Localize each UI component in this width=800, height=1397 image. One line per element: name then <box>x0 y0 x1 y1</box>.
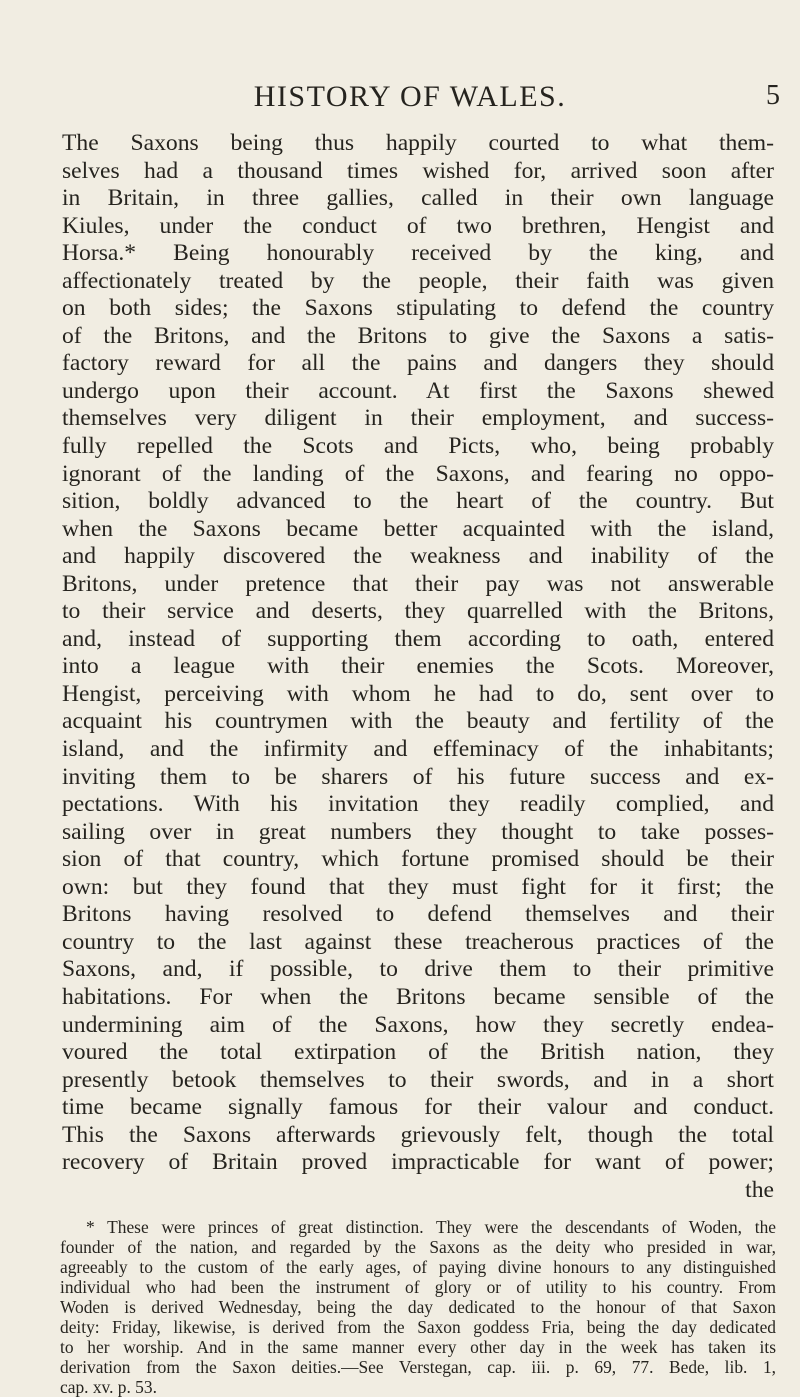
text-line: Britons, under pretence that their pay was not answerable <box>62 570 774 597</box>
text-line: inviting them to be sharers of his future success and ex- <box>62 763 774 790</box>
text-line: Saxons, and, if possible, to drive them to their primitive <box>62 956 774 983</box>
text-line: acquaint his countrymen with the beauty and fertility of the <box>62 708 774 735</box>
text-line: on both sides; the Saxons stipulating to defend the country <box>62 295 774 322</box>
text-line: This the Saxons afterwards grievously felt, though the total <box>62 1121 774 1148</box>
footnote-line: individual who had been the instrument of glory or of utility to his country. From <box>60 1277 776 1297</box>
page-header <box>60 80 780 114</box>
text-line: Kiules, under the conduct of two brethren, Hengist and <box>62 212 774 239</box>
text-line: factory reward for all the pains and dangers they should <box>62 350 774 377</box>
text-line: The Saxons being thus happily courted to what them- <box>62 130 774 156</box>
text-line: time became signally famous for their valour and conduct. <box>62 1094 774 1121</box>
text-line: into a league with their enemies the Scots. Moreover, <box>62 653 774 680</box>
running-title: HISTORY OF WALES. <box>253 80 567 113</box>
text-line: Britons having resolved to defend themselves and their <box>62 901 774 928</box>
footnote-line: agreeably to the custom of the early ages, of paying divine honours to any distinguished <box>60 1257 776 1277</box>
text-line: own: but they found that they must fight for it first; the <box>62 873 774 900</box>
catchword: the <box>745 1176 774 1203</box>
text-line: to their service and deserts, they quarrelled with the Britons, <box>62 598 774 625</box>
footnote-line: to her worship. And in the same manner every other day in the week has taken its <box>60 1337 776 1357</box>
footnote-line: deity: Friday, likewise, is derived from the Saxon goddess Fria, being the day dedicated <box>60 1317 776 1337</box>
text-line: sailing over in great numbers they thought to take posses- <box>62 818 774 845</box>
text-line: Hengist, perceiving with whom he had to do, sent over to <box>62 680 774 707</box>
text-line: sition, boldly advanced to the heart of the country. But <box>62 488 774 515</box>
text-line: country to the last against these treacherous practices of the <box>62 928 774 955</box>
text-line: ignorant of the landing of the Saxons, and fearing no oppo- <box>62 460 774 487</box>
text-line: undermining aim of the Saxons, how they secretly endea- <box>62 1011 774 1038</box>
text-line: themselves very diligent in their employment, and success- <box>62 405 774 432</box>
text-line: and happily discovered the weakness and inability of the <box>62 543 774 570</box>
text-line: island, and the infirmity and effeminacy of the inhabitants; <box>62 736 774 763</box>
text-line: Horsa.* Being honourably received by the king, and <box>62 240 774 267</box>
text-line: sion of that country, which fortune promised should be their <box>62 846 774 873</box>
text-line: in Britain, in three gallies, called in their own language <box>62 185 774 212</box>
footnote-line: founder of the nation, and regarded by the Saxons as the deity who presided in war, <box>60 1237 776 1257</box>
text-line: voured the total extirpation of the British nation, they <box>62 1039 774 1066</box>
footnote-line: derivation from the Saxon deities.—See Verstegan, cap. iii. p. 69, 77. Bede, lib. 1, <box>60 1357 776 1377</box>
text-line: of the Britons, and the Britons to give the Saxons a satis- <box>62 322 774 349</box>
body-text <box>62 130 774 1204</box>
text-line: pectations. With his invitation they readily complied, and <box>62 791 774 818</box>
text-line: fully repelled the Scots and Picts, who, being probably <box>62 433 774 460</box>
footnote-line: * These were princes of great distinction. They were the descendants of Woden, the <box>86 1217 776 1237</box>
text-line: when the Saxons became better acquainted with the island, <box>62 515 774 542</box>
text-line: recovery of Britain proved impracticable for want of power; <box>62 1149 774 1176</box>
text-line: selves had a thousand times wished for, arrived soon after <box>62 157 774 184</box>
footnote-line: cap. xv. p. 53. <box>60 1377 157 1397</box>
footnote <box>60 1217 776 1397</box>
text-line: habitations. For when the Britons became sensible of the <box>62 983 774 1010</box>
text-line: undergo upon their account. At first the Saxons shewed <box>62 377 774 404</box>
page-number: 5 <box>766 80 780 111</box>
text-line: affectionately treated by the people, their faith was given <box>62 267 774 294</box>
text-line: presently betook themselves to their swords, and in a short <box>62 1066 774 1093</box>
text-line: and, instead of supporting them according to oath, entered <box>62 625 774 652</box>
footnote-line: Woden is derived Wednesday, being the day dedicated to the honour of that Saxon <box>60 1297 776 1317</box>
